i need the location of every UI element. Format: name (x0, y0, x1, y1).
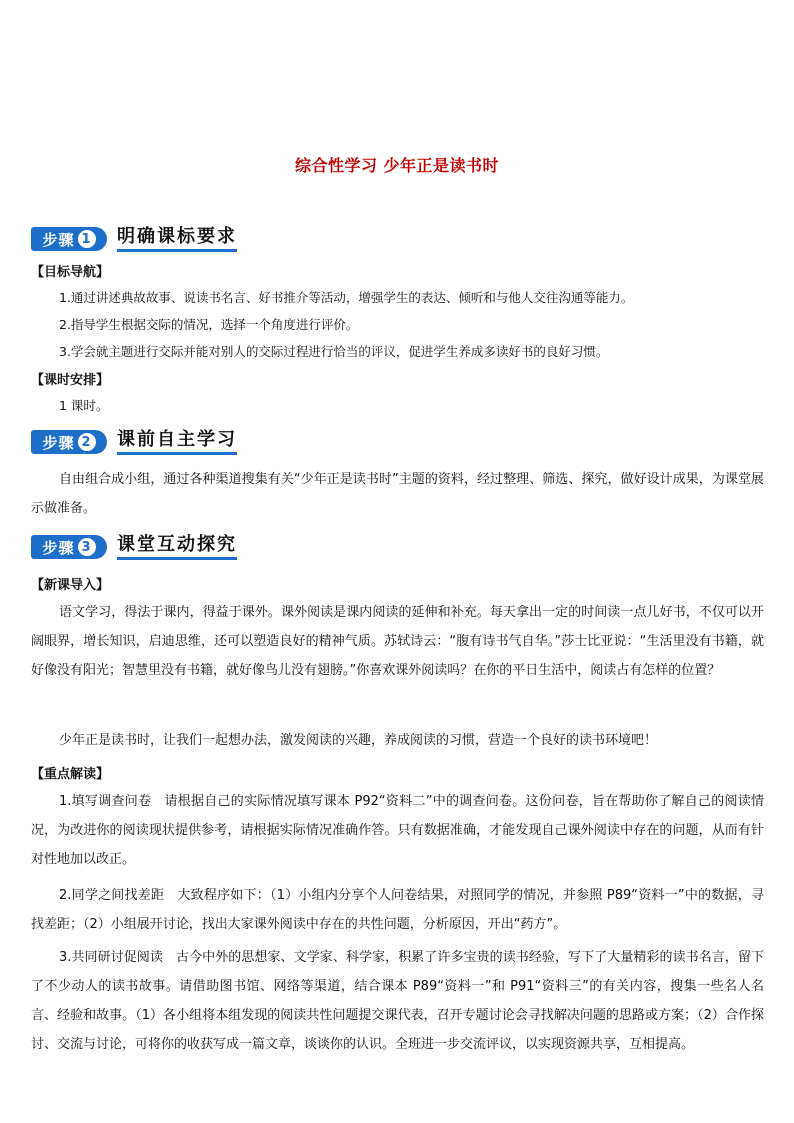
goal-item: 1.通过讲述典故故事、说读书名言、好书推介等活动，增强学生的表达、倾听和与他人交往沟通等能力。 (59, 290, 634, 305)
schedule-text: 1 课时。 (59, 398, 109, 413)
step-badge-label: 步骤 (42, 433, 75, 452)
step-badge-label: 步骤 (42, 538, 75, 557)
key-paragraph: 3.共同研讨促阅读 古今中外的思想家、文学家、科学家，积累了许多宝贵的读书经验，写下了大量精彩的读书名言，留下了不少动人的读书故事。请借助图书馆、网络等渠道，结合课本 P89“资料一”和 P91“资料三”的有关内容，搜集一些名人名言、经验和故事。（1）各小组将本组发现的阅读共性问题提交课代表，召开专题讨论会寻找解决问题的思路或方案；（2）合作探讨、交流与讨论，可将你的收获写成一篇文章，谈谈你的认识。全班进一步交流评议，以实现资源共享，互相提高。 (31, 950, 764, 1052)
step-heading: 课前自主学习 (117, 429, 237, 455)
step-2-header (31, 429, 237, 455)
schedule-label: 【课时安排】 (31, 373, 110, 388)
step-badge (31, 535, 107, 559)
goals-label: 【目标导航】 (31, 265, 110, 280)
step-3-header (31, 534, 237, 560)
goal-item: 2.指导学生根据交际的情况，选择一个角度进行评价。 (59, 317, 359, 332)
step-number: 2 (78, 433, 96, 451)
preclass-paragraph: 自由组合成小组，通过各种渠道搜集有关“少年正是读书时”主题的资料，经过整理、筛选、探究，做好设计成果，为课堂展示做准备。 (31, 472, 764, 516)
page-title: 综合性学习 少年正是读书时 (294, 156, 500, 175)
step-badge (31, 430, 107, 454)
step-badge-label: 步骤 (42, 230, 75, 249)
intro-paragraph: 语文学习，得法于课内，得益于课外。课外阅读是课内阅读的延伸和补充。每天拿出一定的时间读一点儿好书，不仅可以开阔眼界，增长知识，启迪思维，还可以塑造良好的精神气质。苏轼诗云：“腹有诗书气自华。”莎士比亚说：“生活里没有书籍，就好像没有阳光；智慧里没有书籍，就好像鸟儿没有翅膀。”你喜欢课外阅读吗？在你的平日生活中，阅读占有怎样的位置？ (31, 605, 764, 678)
step-number: 1 (78, 230, 96, 248)
intro-paragraph: 少年正是读书时，让我们一起想办法，激发阅读的兴趣，养成阅读的习惯，营造一个良好的读书环境吧！ (59, 733, 658, 748)
step-badge (31, 227, 107, 251)
step-1-header (31, 226, 237, 252)
step-number: 3 (78, 538, 96, 556)
key-paragraph: 2.同学之间找差距 大致程序如下：（1）小组内分享个人问卷结果，对照同学的情况，并参照 P89“资料一”中的数据，寻找差距；（2）小组展开讨论，找出大家课外阅读中存在的共性问题，分析原因，开出“药方”。 (31, 888, 764, 932)
intro-label: 【新课导入】 (31, 578, 110, 593)
step-heading: 明确课标要求 (117, 226, 237, 252)
step-heading: 课堂互动探究 (117, 534, 237, 560)
key-paragraph: 1.填写调查问卷 请根据自己的实际情况填写课本 P92“资料二”中的调查问卷。这份问卷，旨在帮助你了解自己的阅读情况，为改进你的阅读现状提供参考，请根据实际情况准确作答。只有数据准确，才能发现自己课外阅读中存在的问题，从而有针对性地加以改正。 (31, 794, 764, 867)
key-label: 【重点解读】 (31, 767, 110, 782)
goal-item: 3.学会就主题进行交际并能对别人的交际过程进行恰当的评议，促进学生养成多读好书的良好习惯。 (59, 344, 609, 359)
